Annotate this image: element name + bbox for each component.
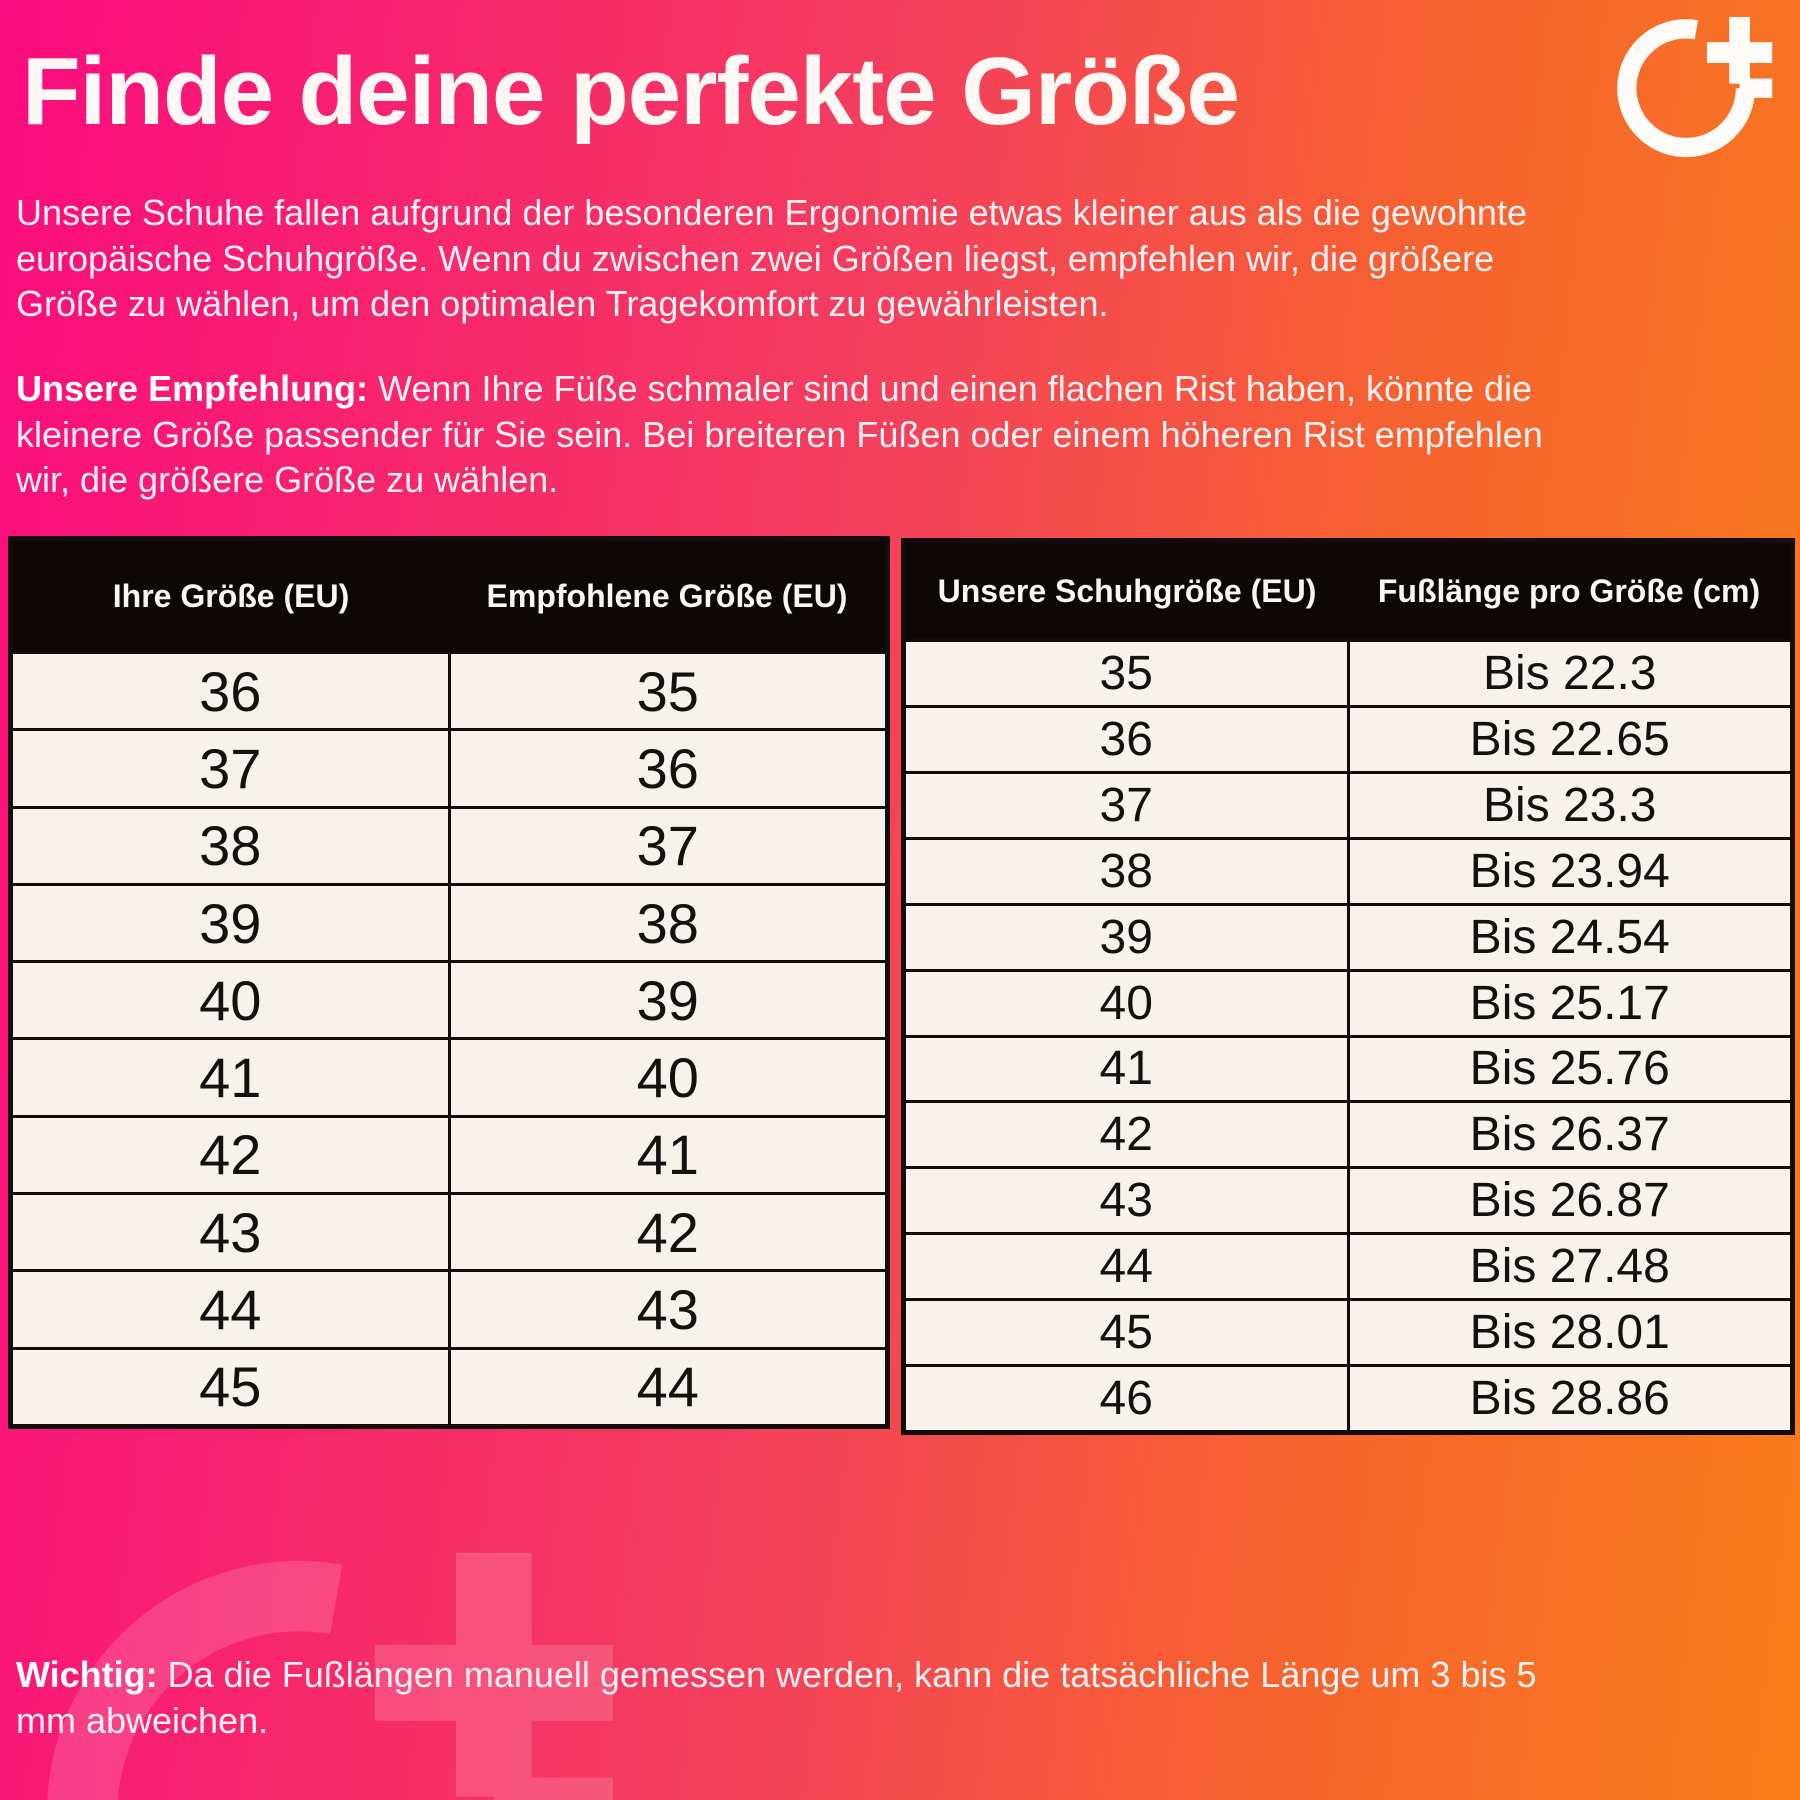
important-note [16, 1652, 1586, 1743]
table-cell: Bis 28.86 [1469, 1372, 1670, 1426]
table-row [13, 1269, 885, 1346]
column-header-your-size: Ihre Größe (EU) [112, 577, 350, 614]
table-row [13, 883, 885, 960]
table-cell: 36 [13, 654, 451, 728]
table-row [13, 1037, 885, 1114]
table-cell: Bis 26.87 [1469, 1174, 1670, 1228]
table-cell: 40 [906, 972, 1350, 1035]
table-row [906, 1035, 1790, 1101]
table-row [13, 1115, 885, 1192]
table-row [13, 728, 885, 805]
foot-length-table-body [906, 639, 1790, 1430]
recommendation-paragraph [16, 366, 1606, 503]
size-conversion-table [8, 536, 890, 1429]
table-cell: Bis 22.65 [1469, 712, 1670, 766]
table-cell: Bis 27.48 [1469, 1240, 1670, 1294]
table-row [13, 1347, 885, 1424]
table-cell: 40 [13, 963, 451, 1037]
table-cell: 38 [636, 891, 699, 955]
column-header-our-shoe-size: Unsere Schuhgröße (EU) [937, 572, 1317, 609]
page-title: Finde deine perfekte Größe [22, 38, 1239, 145]
table-cell: 43 [906, 1169, 1350, 1232]
foot-length-table [901, 538, 1795, 1435]
table-row [906, 639, 1790, 705]
table-cell: 45 [906, 1301, 1350, 1364]
column-header-foot-length: Fußlänge pro Größe (cm) [1377, 572, 1761, 609]
table-row [906, 1298, 1790, 1364]
table-cell: Bis 23.3 [1483, 778, 1657, 832]
table-cell: 42 [13, 1118, 451, 1192]
size-conversion-table-header [13, 541, 885, 651]
table-cell: 37 [906, 774, 1350, 837]
table-cell: 36 [636, 736, 699, 800]
recommendation-lead: Unsere Empfehlung: [16, 368, 369, 409]
table-cell: 39 [906, 906, 1350, 969]
note-text: Da die Fußlängen manuell gemessen werden, kann die tatsächliche Länge um 3 bis 5 mm abweichen. [16, 1654, 1537, 1741]
table-cell: Bis 28.01 [1469, 1306, 1670, 1360]
table-row [13, 960, 885, 1037]
table-row [906, 969, 1790, 1035]
recommendation-text: Wenn Ihre Füße schmaler sind und einen flachen Rist haben, könnte die kleinere Größe passender für Sie sein. Bei breiteren Füßen oder einem höheren Rist empfehlen wir, die größere Größe zu wählen. [16, 368, 1543, 501]
table-cell: Bis 26.37 [1469, 1108, 1670, 1162]
table-cell: 35 [636, 659, 699, 723]
table-cell: 45 [13, 1350, 451, 1424]
table-cell: 43 [636, 1278, 699, 1342]
table-row [13, 806, 885, 883]
table-cell: Bis 23.94 [1469, 844, 1670, 898]
table-row [906, 1100, 1790, 1166]
table-cell: 44 [13, 1272, 451, 1346]
table-cell: 39 [636, 968, 699, 1032]
table-row [13, 651, 885, 728]
table-row [906, 903, 1790, 969]
table-row [906, 771, 1790, 837]
table-cell: 35 [906, 642, 1350, 705]
table-cell: 37 [636, 814, 699, 878]
table-row [906, 1166, 1790, 1232]
table-cell: 40 [636, 1046, 699, 1110]
size-conversion-table-body [13, 651, 885, 1424]
table-row [906, 837, 1790, 903]
intro-text: Unsere Schuhe fallen aufgrund der besonderen Ergonomie etwas kleiner aus als die gewohnte europäische Schuhgröße. Wenn du zwischen zwei Größen liegst, empfehlen wir, die größere Größe zu wählen, um den optimalen Tragekomfort zu gewährleisten. [16, 192, 1527, 325]
table-cell: 36 [906, 708, 1350, 771]
table-cell: 43 [13, 1195, 451, 1269]
brand-circle-plus-icon [1612, 14, 1790, 192]
table-cell: 42 [906, 1103, 1350, 1166]
table-cell: 44 [906, 1235, 1350, 1298]
table-cell: 46 [906, 1367, 1350, 1430]
table-cell: 41 [13, 1040, 451, 1114]
table-cell: Bis 22.3 [1483, 646, 1657, 700]
table-row [906, 705, 1790, 771]
table-cell: 44 [636, 1355, 699, 1419]
table-cell: 37 [13, 731, 451, 805]
table-cell: Bis 24.54 [1469, 910, 1670, 964]
table-cell: 41 [906, 1038, 1350, 1101]
table-cell: 39 [13, 886, 451, 960]
table-cell: 42 [636, 1200, 699, 1264]
table-cell: 41 [636, 1123, 699, 1187]
table-cell: Bis 25.17 [1469, 976, 1670, 1030]
table-row [906, 1232, 1790, 1298]
foot-length-table-header [906, 543, 1790, 639]
table-cell: 38 [906, 840, 1350, 903]
note-lead: Wichtig: [16, 1654, 158, 1695]
intro-paragraph [16, 190, 1606, 327]
table-row [906, 1364, 1790, 1430]
column-header-recommended-size: Empfohlene Größe (EU) [486, 577, 848, 614]
table-cell: 38 [13, 809, 451, 883]
table-row [13, 1192, 885, 1269]
table-cell: Bis 25.76 [1469, 1042, 1670, 1096]
